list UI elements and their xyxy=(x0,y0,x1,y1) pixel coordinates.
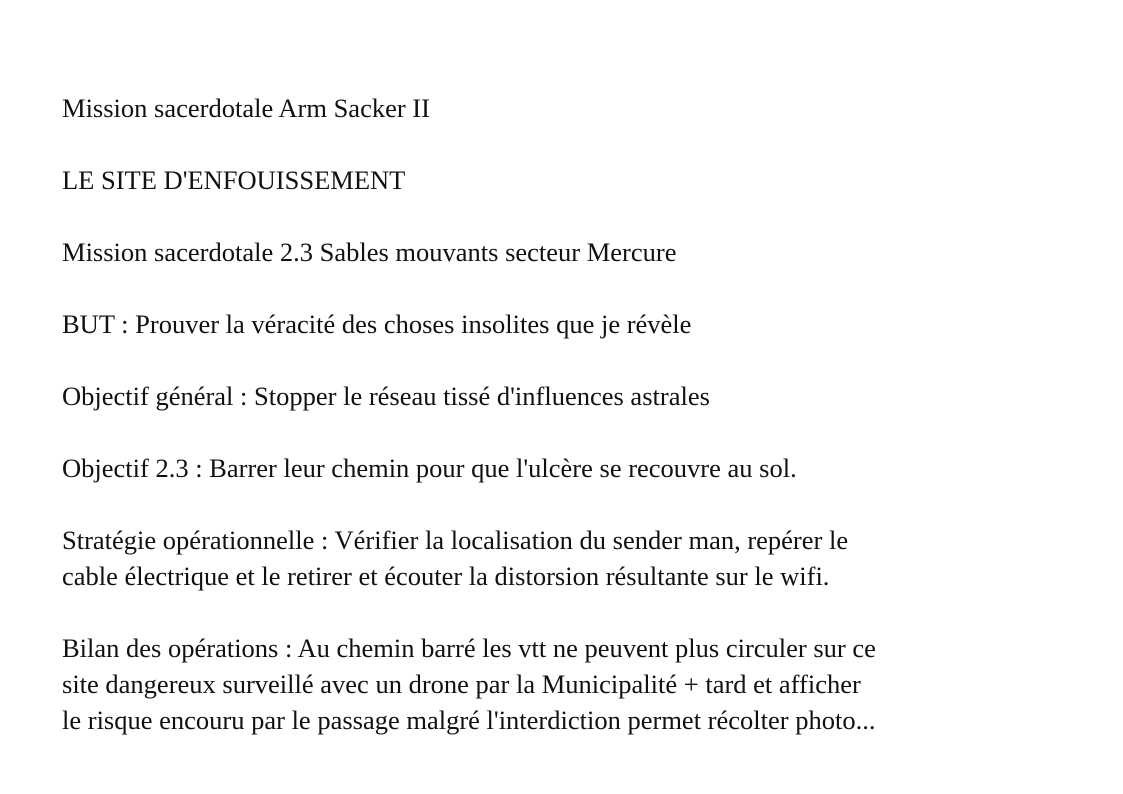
strategie-line: Stratégie opérationnelle : Vérifier la localisation du sender man, repérer le xyxy=(62,525,849,555)
strategie-line: cable électrique et le retirer et écouter la distorsion résultante sur le wifi. xyxy=(62,561,830,591)
bilan-paragraph xyxy=(62,630,1082,738)
objectif-2-3-paragraph: Objectif 2.3 : Barrer leur chemin pour que l'ulcère se recouvre au sol. xyxy=(62,453,797,483)
document-heading: LE SITE D'ENFOUISSEMENT xyxy=(62,165,406,195)
document-page xyxy=(62,90,1082,774)
bilan-line: site dangereux surveillé avec un drone par la Municipalité + tard et afficher xyxy=(62,669,861,699)
objectif-general-paragraph: Objectif général : Stopper le réseau tissé d'influences astrales xyxy=(62,381,710,411)
bilan-line: le risque encouru par le passage malgré l'interdiction permet récolter photo... xyxy=(62,705,876,735)
but-paragraph: BUT : Prouver la véracité des choses insolites que je révèle xyxy=(62,309,692,339)
strategie-paragraph xyxy=(62,522,1082,594)
bilan-line: Bilan des opérations : Au chemin barré les vtt ne peuvent plus circuler sur ce xyxy=(62,633,876,663)
mission-subtitle: Mission sacerdotale 2.3 Sables mouvants secteur Mercure xyxy=(62,237,677,267)
document-title: Mission sacerdotale Arm Sacker II xyxy=(62,93,430,123)
